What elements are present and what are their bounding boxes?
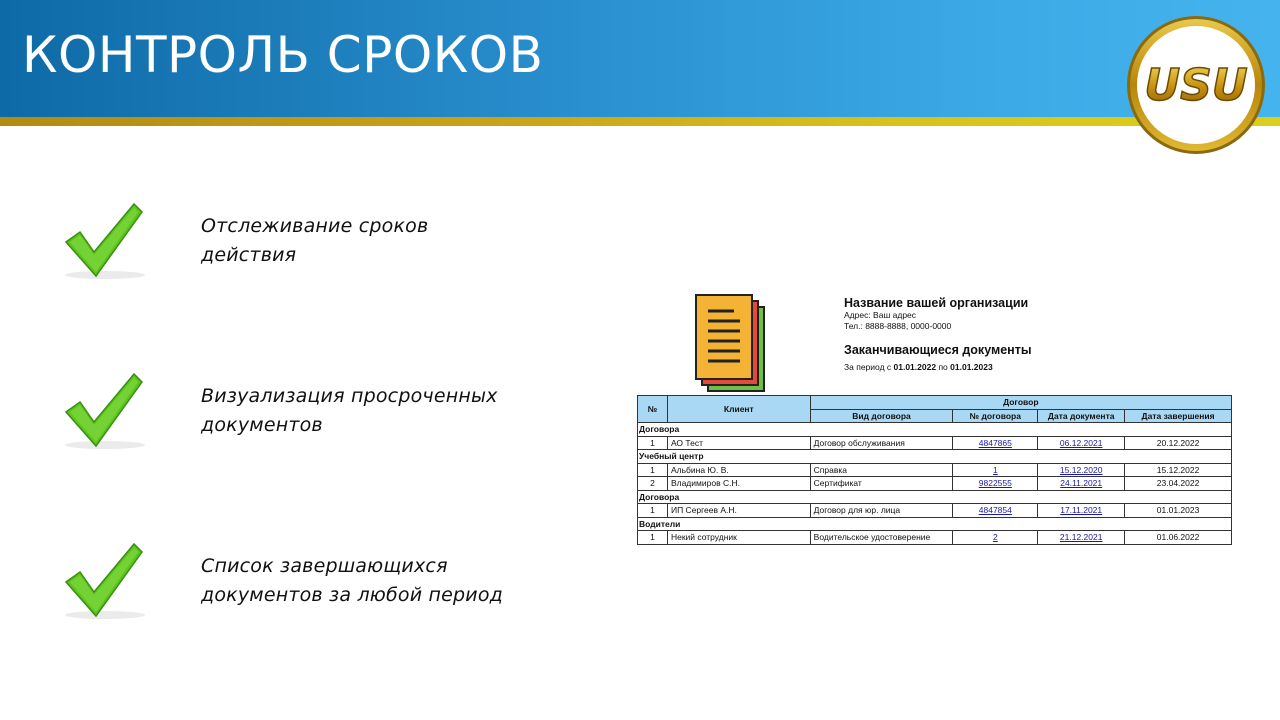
checkmark-icon: [60, 540, 150, 620]
row-end-date: 23.04.2022: [1125, 477, 1232, 491]
row-num: 1: [638, 436, 668, 450]
col-client: Клиент: [667, 396, 810, 423]
table-row: [638, 477, 1232, 491]
contract-no-link[interactable]: 4847854: [953, 504, 1038, 518]
bullet-line: Список завершающихся: [201, 555, 448, 577]
table-row: [638, 436, 1232, 450]
row-type: Водительское удостоверение: [810, 531, 953, 545]
org-name: Название вашей организации: [844, 296, 1029, 310]
contract-no-link[interactable]: 9822555: [953, 477, 1038, 491]
table-row: [638, 463, 1232, 477]
doc-date-link[interactable]: 21.12.2021: [1038, 531, 1125, 545]
usu-logo: [1125, 14, 1267, 156]
row-client: ИП Сергеев А.Н.: [667, 504, 810, 518]
checkmark-icon: [60, 370, 150, 450]
header-banner: [0, 0, 1280, 117]
group-header: Водители: [638, 517, 1232, 531]
bullet-line: документов за любой период: [201, 584, 503, 606]
row-client: Владимиров С.Н.: [667, 477, 810, 491]
bullet-text: [201, 382, 498, 440]
contract-no-link[interactable]: 2: [953, 531, 1038, 545]
logo-text: USU: [1144, 60, 1248, 111]
bullet-text: [201, 212, 428, 270]
row-type: Сертификат: [810, 477, 953, 491]
row-client: Некий сотрудник: [667, 531, 810, 545]
doc-date-link[interactable]: 24.11.2021: [1038, 477, 1125, 491]
organization-info: [844, 296, 1028, 332]
period-from: 01.01.2022: [893, 362, 937, 372]
period-prefix: За период с: [844, 362, 892, 372]
checkmark-icon: [60, 200, 150, 280]
org-phone: Тел.: 8888-8888, 0000-0000: [844, 321, 952, 331]
row-num: 1: [638, 531, 668, 545]
group-header: Учебный центр: [638, 450, 1232, 464]
row-end-date: 01.01.2023: [1125, 504, 1232, 518]
page-title: КОНТРОЛЬ СРОКОВ: [22, 26, 544, 84]
row-end-date: 15.12.2022: [1125, 463, 1232, 477]
doc-date-link[interactable]: 17.11.2021: [1038, 504, 1125, 518]
doc-date-link[interactable]: 06.12.2021: [1038, 436, 1125, 450]
bullet-item: [0, 198, 600, 308]
contract-no-link[interactable]: 4847865: [953, 436, 1038, 450]
row-type: Договор для юр. лица: [810, 504, 953, 518]
bullet-line: Визуализация просроченных: [201, 385, 498, 407]
period-to: 01.01.2023: [950, 362, 993, 372]
report-table: [637, 395, 1232, 545]
row-client: Альбина Ю. В.: [667, 463, 810, 477]
col-num: №: [638, 396, 668, 423]
row-type: Договор обслуживания: [810, 436, 953, 450]
bullet-line: Отслеживание сроков: [201, 215, 429, 237]
bullet-text: [201, 552, 503, 610]
header-divider: [0, 117, 1280, 126]
row-num: 1: [638, 504, 668, 518]
bullet-line: документов: [201, 414, 323, 436]
table-row: [638, 531, 1232, 545]
documents-stack-icon: [694, 293, 774, 393]
row-type: Справка: [810, 463, 953, 477]
row-num: 1: [638, 463, 668, 477]
row-end-date: 01.06.2022: [1125, 531, 1232, 545]
table-row: [638, 504, 1232, 518]
col-end-date: Дата завершения: [1125, 409, 1232, 423]
group-header: Договора: [638, 423, 1232, 437]
period-mid: по: [938, 362, 948, 372]
bullet-line: действия: [201, 244, 297, 266]
contract-no-link[interactable]: 1: [953, 463, 1038, 477]
row-end-date: 20.12.2022: [1125, 436, 1232, 450]
group-header: Договора: [638, 490, 1232, 504]
report-period: [844, 362, 993, 372]
col-contract-no: № договора: [953, 409, 1038, 423]
doc-date-link[interactable]: 15.12.2020: [1038, 463, 1125, 477]
col-type: Вид договора: [810, 409, 953, 423]
org-address: Адрес: Ваш адрес: [844, 310, 917, 320]
bullet-item: [0, 538, 600, 648]
report-title: Заканчивающиеся документы: [844, 343, 1032, 357]
col-doc-date: Дата документа: [1038, 409, 1125, 423]
bullet-item: [0, 368, 600, 478]
row-client: АО Тест: [667, 436, 810, 450]
col-contract-group: Договор: [810, 396, 1231, 410]
row-num: 2: [638, 477, 668, 491]
